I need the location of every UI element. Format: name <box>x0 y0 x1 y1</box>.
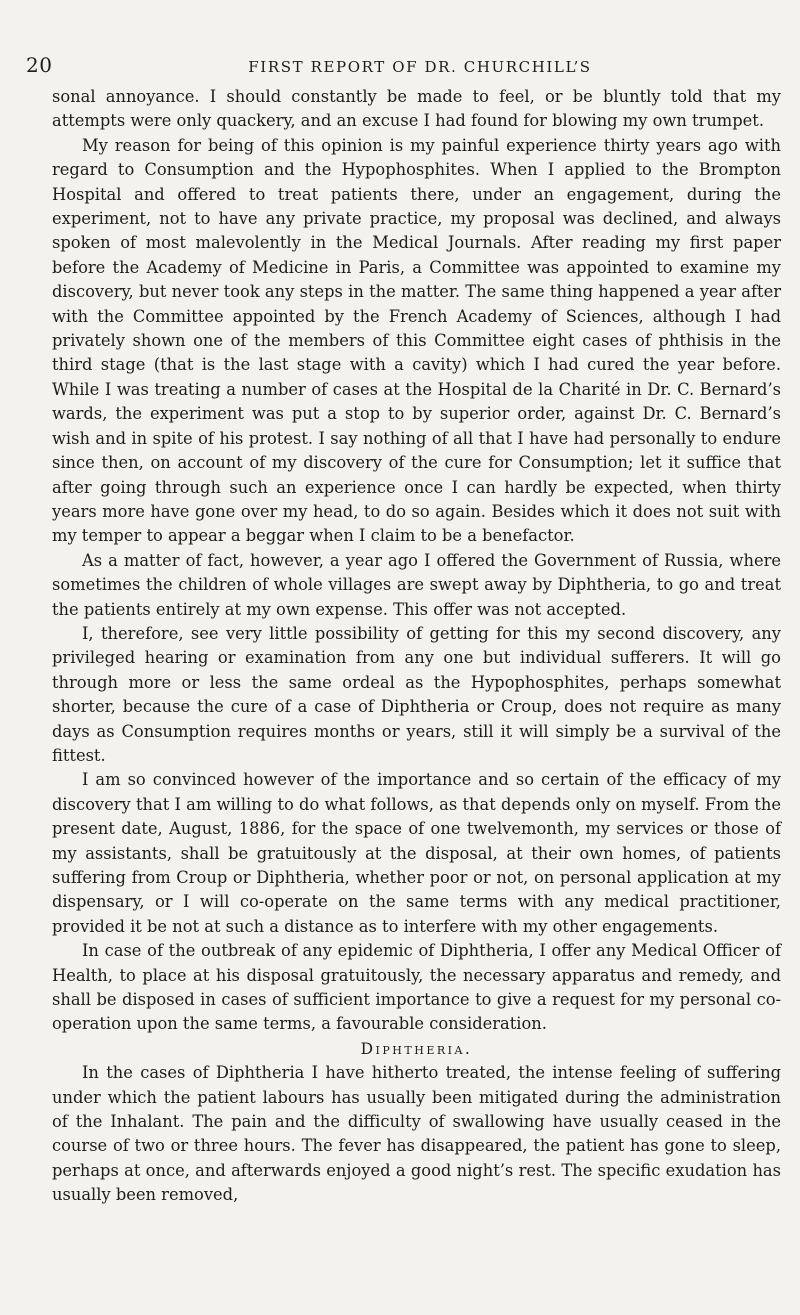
paragraph: In the cases of Diphtheria I have hitherto treated, the intense feeling of suffering under which the patient labours has usually been mitigated during the administration of the Inhalant. The pain and the difficulty of swallowing have usually ceased in the course of two or three hours. The fever has disappeared, the patient has gone to sleep, perhaps at once, and afterwards enjoyed a good night’s rest. The specific exudation has usually been removed, <box>52 1063 781 1205</box>
paragraph: My reason for being of this opinion is my painful experience thirty years ago with regard to Consumption and the Hypophosphites. When I applied to the Brompton Hospital and offered to treat patients there, under an engagement, during the experiment, not to have any private practice, my proposal was declined, and always spoken of most malevolently in the Medical Journals. After reading my first paper before the Academy of Medicine in Paris, a Committee was appointed to examine my discovery, but never took any steps in the matter. The same thing happened a year after with the Committee appointed by the French Academy of Sciences, although I had privately shown one of the members of this Committee eight cases of phthisis in the third stage (that is the last stage with a cavity) which I had cured the year before. While I was treating a number of cases at the Hospital de la Charité in Dr. C. Bernard’s wards, the experiment was put a stop to by superior order, against Dr. C. Bernard’s wish and in spite of his protest. I say nothing of all that I have had personally to endure since then, on account of my discovery of the cure for Consumption; let it suffice that after going through such an experience once I can hardly be expected, when thirty years more have gone over my head, to do so again. Besides which it does not suit with my temper to appear a beggar when I claim to be a benefactor. <box>52 135 781 546</box>
paragraph-continuation: sonal annoyance. I should constantly be made to feel, or be bluntly told that my attempts were only quackery, and an excuse I had found for blowing my own trumpet. <box>52 87 781 131</box>
paragraph: I am so convinced however of the importance and so certain of the efficacy of my discovery that I am willing to do what follows, as that depends only on myself. From the present date, August, 1886, for the space of one twelvemonth, my services or those of my assistants, shall be gratuitously at the disposal, at their own homes, of patients suffering from Croup or Diphtheria, whether poor or not, on personal application at my dispensary, or I will co-operate on the same terms with any medical practitioner, provided it be not at such a distance as to interfere with my other engagements. <box>52 770 781 936</box>
page-number: 20 <box>26 53 53 77</box>
page-header <box>0 0 800 90</box>
running-head: FIRST REPORT OF DR. CHURCHILL’S <box>248 58 592 76</box>
section-heading: Diphtheria. <box>360 1039 473 1058</box>
paragraph: I, therefore, see very little possibility of getting for this my second discovery, any privileged hearing or examination from any one but individual sufferers. It will go through more or less the same ordeal as the Hypophosphites, perhaps somewhat shorter, because the cure of a case of Diphtheria or Croup, does not require as many days as Consumption requires months or years, still it will simply be a survival of the fittest. <box>52 623 781 765</box>
paragraph: In case of the outbreak of any epidemic of Diphtheria, I offer any Medical Officer of Health, to place at his disposal gratuitously, the necessary apparatus and remedy, and shall be disposed in cases of sufficient importance to give a request for my personal co-operation upon the same terms, a favourable consideration. <box>52 941 781 1034</box>
paragraph: As a matter of fact, however, a year ago I offered the Government of Russia, where sometimes the children of whole villages are swept away by Diphtheria, to go and treat the patients entirely at my own expense. This offer was not accepted. <box>52 550 781 619</box>
body-text <box>52 85 781 1208</box>
